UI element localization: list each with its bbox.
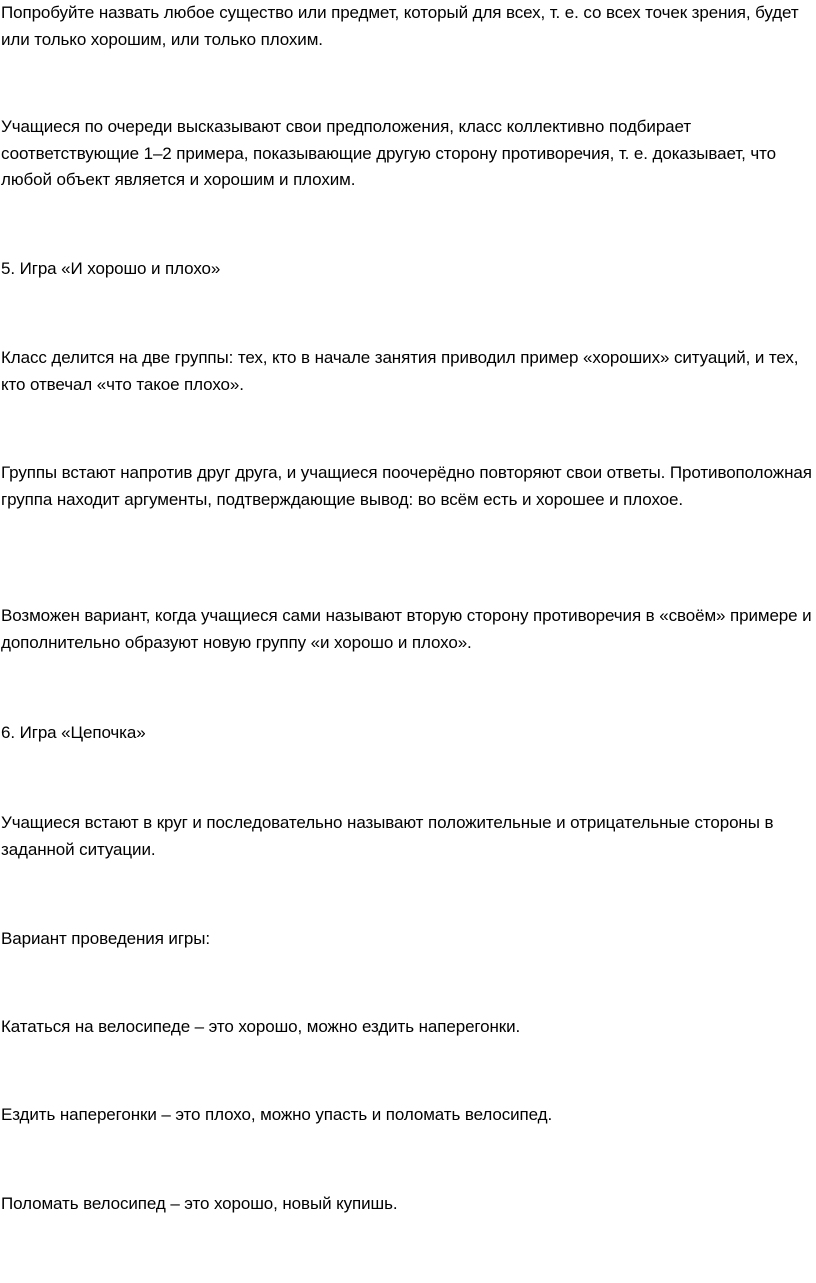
- paragraph-race-bad: Ездить наперегонки – это плохо, можно упасть и поломать велосипед.: [1, 1105, 553, 1124]
- paragraph-break-good: Поломать велосипед – это хорошо, новый купишь.: [1, 1194, 398, 1213]
- paragraph-students-suggest: Учащиеся по очереди высказывают свои предположения, класс коллективно подбирает соответствующие 1–2 примера, показывающие другую сторону противоречия, т. е. доказывает, что любой объект является и хорошим и плохим.: [1, 117, 776, 189]
- heading-game-5: 5. Игра «И хорошо и плохо»: [1, 259, 221, 278]
- paragraph-intro-question: Попробуйте назвать любое существо или предмет, который для всех, т. е. со всех точек зрения, будет или только хорошим, или только плохим.: [1, 3, 799, 49]
- paragraph-groups-face: Группы встают напротив друг друга, и учащиеся поочерёдно повторяют свои ответы. Противоположная группа находит аргументы, подтверждающие вывод: во всём есть и хорошее и плохое.: [1, 463, 812, 509]
- paragraph-bicycle-good: Кататься на велосипеде – это хорошо, можно ездить наперегонки.: [1, 1017, 521, 1036]
- paragraph-class-splits: Класс делится на две группы: тех, кто в начале занятия приводил пример «хороших» ситуаций, и тех, кто отвечал «что такое плохо».: [1, 348, 799, 394]
- paragraph-variant-own-example: Возможен вариант, когда учащиеся сами называют вторую сторону противоречия в «своём» примере и дополнительно образуют новую группу «и хорошо и плохо».: [1, 606, 812, 652]
- paragraph-game-variant-label: Вариант проведения игры:: [1, 929, 211, 948]
- paragraph-circle: Учащиеся встают в круг и последовательно называют положительные и отрицательные стороны в заданной ситуации.: [1, 813, 774, 859]
- heading-game-6: 6. Игра «Цепочка»: [1, 723, 146, 742]
